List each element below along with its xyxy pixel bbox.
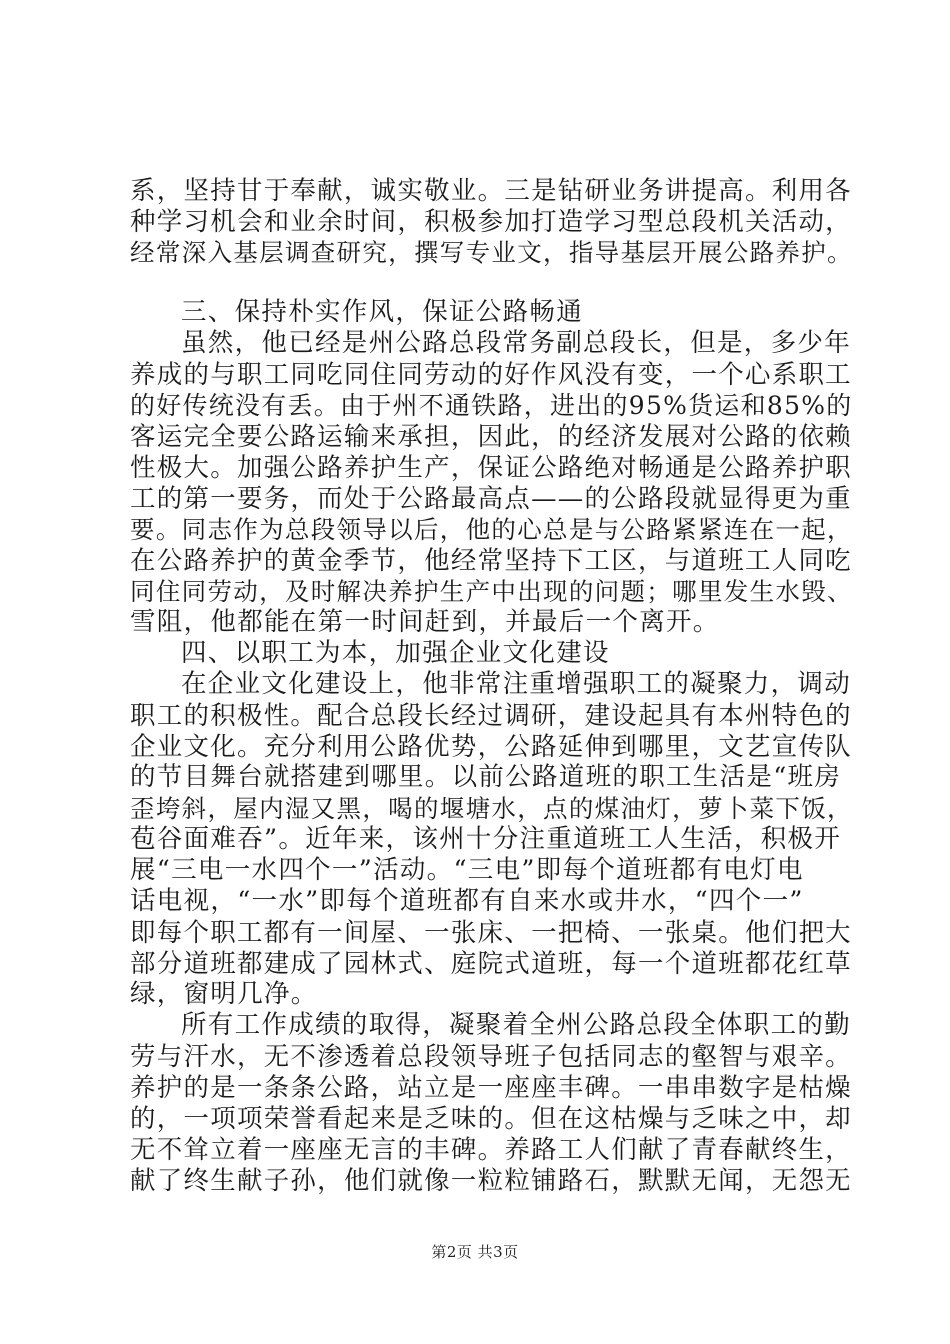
paragraph-continuation — [130, 175, 853, 268]
page-footer — [0, 1242, 950, 1262]
text-line: 歪垮斜，屋内湿又黑，喝的堰塘水，点的煤油灯，萝卜菜下饭， — [130, 794, 853, 823]
text-line: 企业文化。充分利用公路优势，公路延伸到哪里，文艺宣传队 — [130, 731, 852, 761]
text-line: 的节目舞台就搭建到哪里。以前公路道班的职工生活是“班房 — [130, 762, 842, 792]
text-line: 职工的积极性。配合总段长经过调研，建设起具有本州特色的 — [130, 700, 852, 730]
text-line: 苞谷面难吞”。近年来，该州十分注重道班工人生活，积极开 — [130, 824, 842, 854]
text-line: 种学习机会和业余时间，积极参加打造学习型总段机关活动， — [130, 206, 852, 236]
text-line: 客运完全要公路运输来承担，因此，的经济发展对公路的依赖 — [130, 421, 852, 451]
text-line: 要。同志作为总段领导以后，他的心总是与公路紧紧连在一起， — [130, 515, 853, 544]
text-line: 在公路养护的黄金季节，他经常坚持下工区，与道班工人同吃 — [130, 545, 852, 575]
text-line: 性极大。加强公路养护生产，保证公路绝对畅通是公路养护职 — [130, 452, 852, 482]
text-line: 养护的是一条条公路，站立是一座座丰碑。一串串数字是枯燥 — [130, 1072, 852, 1102]
section-4-heading: 四、以职工为本，加强企业文化建设 — [181, 638, 610, 668]
text-line: 劳与汗水，无不渗透着总段领导班子包括同志的壑智与艰辛。 — [130, 1041, 852, 1071]
body-sections — [130, 297, 853, 1196]
text-line: 工的第一要务，而处于公路最高点——的公路段就显得更为重 — [130, 483, 852, 513]
section-3-heading: 三、保持朴实作风，保证公路畅通 — [181, 297, 584, 327]
text-line: 养成的与职工同吃同住同劳动的好作风没有变，一个心系职工 — [130, 359, 852, 389]
text-line: 绿，窗明几净。 — [130, 979, 318, 1009]
text-line: 部分道班都建成了园林式、庭院式道班，每一个道班都花红草 — [130, 948, 852, 978]
text-line: 虽然，他已经是州公路总段常务副总段长，但是，多少年 — [181, 328, 852, 358]
text-line: 经常深入基层调查研究，撰写专业文，指导基层开展公路养护。 — [130, 238, 853, 267]
text-line: 话电视，“一水”即每个道班都有自来水或井水，“四个一” — [130, 886, 804, 916]
text-line: 系，坚持甘于奉献，诚实敬业。三是钻研业务讲提高。利用各 — [130, 175, 852, 205]
text-line: 的，一项项荣誉看起来是乏味的。但在这枯燥与乏味之中，却 — [130, 1103, 852, 1133]
text-line: 献了终生献子孙，他们就像一粒粒铺路石，默默无闻，无怨无 — [130, 1165, 852, 1195]
text-line: 展“三电一水四个一”活动。“三电”即每个道班都有电灯电 — [130, 855, 804, 885]
text-line: 的好传统没有丢。由于州不通铁路，进出的95%货运和85%的 — [130, 391, 853, 420]
page-indicator: 第2页 共3页 — [431, 1243, 519, 1261]
text-line: 所有工作成绩的取得，凝聚着全州公路总段全体职工的勤 — [181, 1010, 852, 1040]
text-line: 即每个职工都有一间屋、一张床、一把椅、一张桌。他们把大 — [130, 917, 852, 947]
text-line: 在企业文化建设上，他非常注重增强职工的凝聚力，调动 — [181, 669, 852, 699]
text-line: 无不耸立着一座座无言的丰碑。养路工人们献了青春献终生， — [130, 1134, 852, 1164]
text-line: 同住同劳动，及时解决养护生产中出现的问题；哪里发生水毁、 — [130, 577, 853, 606]
text-line: 雪阻，他都能在第一时间赶到，并最后一个离开。 — [130, 607, 720, 637]
